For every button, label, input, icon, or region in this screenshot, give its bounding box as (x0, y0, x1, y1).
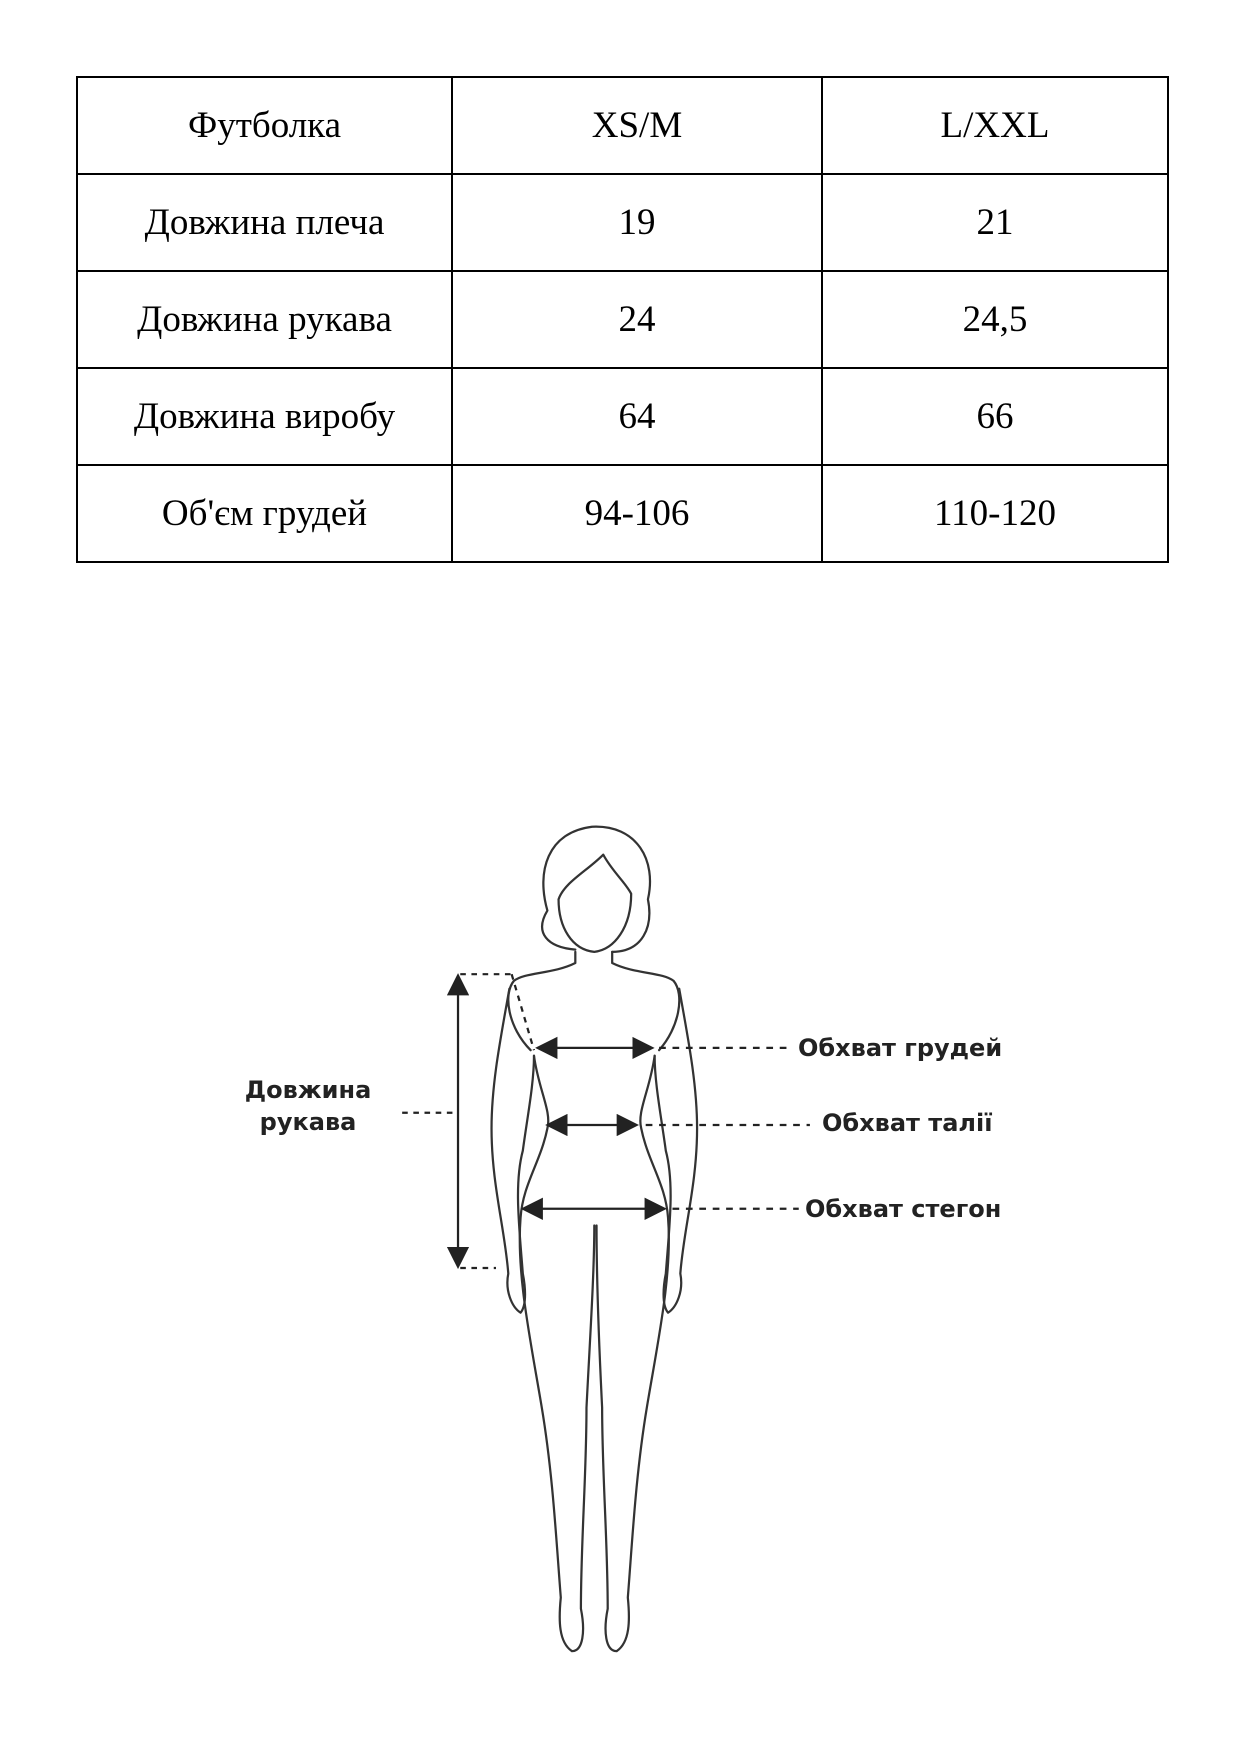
chest-label: Обхват грудей (798, 1034, 1003, 1062)
table-cell: 24,5 (822, 271, 1168, 368)
row-label: Об'єм грудей (77, 465, 452, 562)
table-cell: 110-120 (822, 465, 1168, 562)
hips-label: Обхват стегон (805, 1195, 1002, 1223)
table-cell: 24 (452, 271, 822, 368)
sleeve-label-line2: рукава (259, 1108, 357, 1136)
sleeve-label-line1: Довжина (244, 1076, 372, 1104)
row-label: Довжина виробу (77, 368, 452, 465)
table-cell: 94-106 (452, 465, 822, 562)
sleeve-length-label (233, 1074, 383, 1138)
waist-label: Обхват талії (822, 1109, 993, 1137)
row-label: Довжина рукава (77, 271, 452, 368)
table-cell: 66 (822, 368, 1168, 465)
header-cell: Футболка (77, 77, 452, 174)
female-figure-outline (492, 827, 698, 1652)
row-label: Довжина плеча (77, 174, 452, 271)
measurement-lines (402, 974, 810, 1268)
table-cell: 19 (452, 174, 822, 271)
table-cell: 64 (452, 368, 822, 465)
header-cell: XS/M (452, 77, 822, 174)
table-cell: 21 (822, 174, 1168, 271)
header-cell: L/XXL (822, 77, 1168, 174)
